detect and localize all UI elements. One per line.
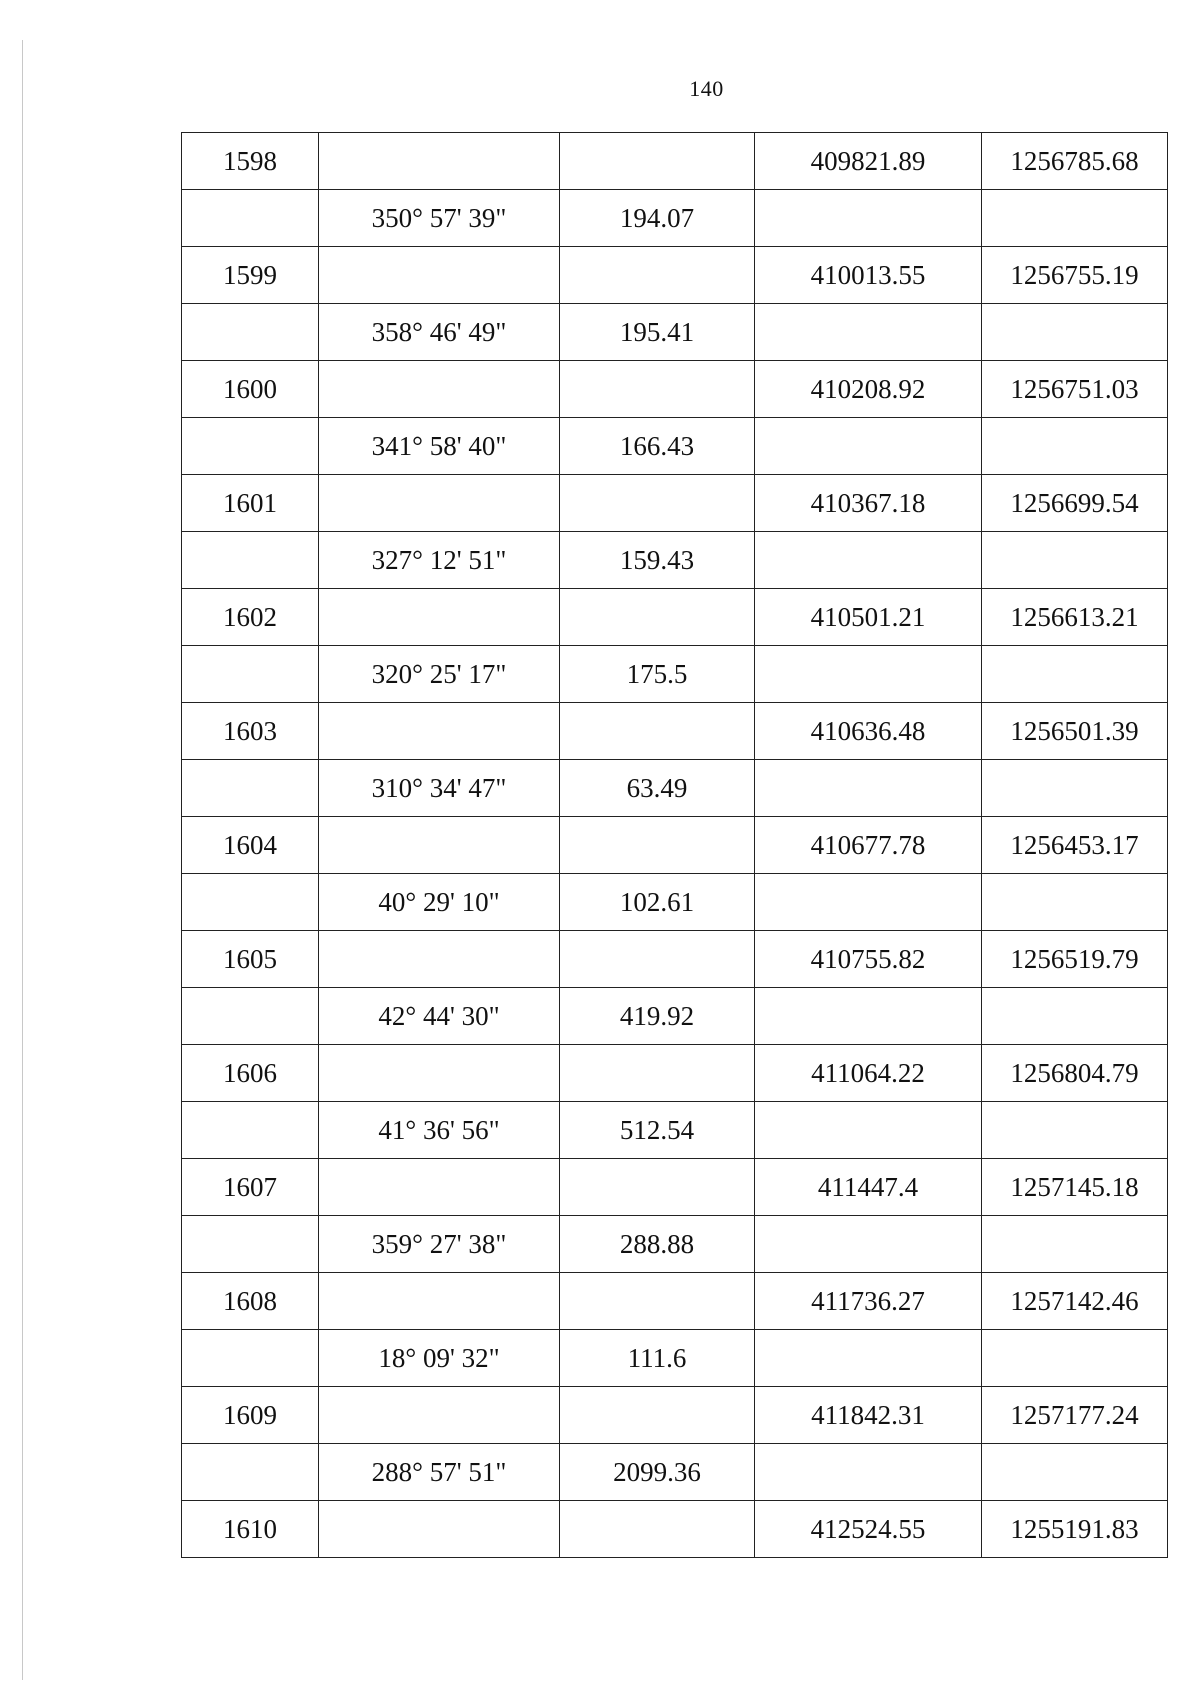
bearing-cell: 341° 58' 40" — [319, 418, 560, 475]
bearing-cell — [319, 589, 560, 646]
distance-cell — [560, 1501, 755, 1558]
northing-cell: 410208.92 — [755, 361, 982, 418]
northing-cell: 410501.21 — [755, 589, 982, 646]
bearing-cell: 358° 46' 49" — [319, 304, 560, 361]
bearing-cell: 42° 44' 30" — [319, 988, 560, 1045]
bearing-cell — [319, 703, 560, 760]
table-row — [182, 817, 1168, 874]
station-cell: 1607 — [182, 1159, 319, 1216]
easting-cell: 1256699.54 — [982, 475, 1168, 532]
table-row — [182, 133, 1168, 190]
station-cell — [182, 1216, 319, 1273]
bearing-cell: 350° 57' 39" — [319, 190, 560, 247]
easting-cell — [982, 532, 1168, 589]
distance-cell: 288.88 — [560, 1216, 755, 1273]
distance-cell — [560, 589, 755, 646]
table-row — [182, 646, 1168, 703]
distance-cell — [560, 475, 755, 532]
bearing-cell — [319, 1501, 560, 1558]
bearing-cell — [319, 475, 560, 532]
table-row — [182, 475, 1168, 532]
northing-cell — [755, 1330, 982, 1387]
station-cell — [182, 418, 319, 475]
station-cell — [182, 532, 319, 589]
northing-cell — [755, 988, 982, 1045]
station-cell: 1606 — [182, 1045, 319, 1102]
station-cell — [182, 190, 319, 247]
northing-cell — [755, 874, 982, 931]
easting-cell: 1256751.03 — [982, 361, 1168, 418]
station-cell: 1604 — [182, 817, 319, 874]
table-row — [182, 760, 1168, 817]
bearing-cell — [319, 247, 560, 304]
bearing-cell: 327° 12' 51" — [319, 532, 560, 589]
distance-cell: 102.61 — [560, 874, 755, 931]
table-row — [182, 532, 1168, 589]
northing-cell: 411447.4 — [755, 1159, 982, 1216]
bearing-cell: 320° 25' 17" — [319, 646, 560, 703]
northing-cell: 410755.82 — [755, 931, 982, 988]
northing-cell — [755, 304, 982, 361]
distance-cell: 195.41 — [560, 304, 755, 361]
northing-cell — [755, 418, 982, 475]
station-cell — [182, 988, 319, 1045]
bearing-cell — [319, 361, 560, 418]
station-cell — [182, 760, 319, 817]
station-cell: 1602 — [182, 589, 319, 646]
table-row — [182, 418, 1168, 475]
station-cell — [182, 1102, 319, 1159]
easting-cell: 1256785.68 — [982, 133, 1168, 190]
distance-cell: 512.54 — [560, 1102, 755, 1159]
distance-cell — [560, 1273, 755, 1330]
northing-cell: 410677.78 — [755, 817, 982, 874]
northing-cell — [755, 1444, 982, 1501]
distance-cell — [560, 361, 755, 418]
easting-cell: 1257142.46 — [982, 1273, 1168, 1330]
northing-cell: 411064.22 — [755, 1045, 982, 1102]
easting-cell: 1256501.39 — [982, 703, 1168, 760]
easting-cell — [982, 1444, 1168, 1501]
easting-cell: 1256519.79 — [982, 931, 1168, 988]
table-row — [182, 361, 1168, 418]
table-row — [182, 988, 1168, 1045]
station-cell: 1600 — [182, 361, 319, 418]
distance-cell — [560, 133, 755, 190]
bearing-cell: 40° 29' 10" — [319, 874, 560, 931]
station-cell — [182, 304, 319, 361]
bearing-cell: 288° 57' 51" — [319, 1444, 560, 1501]
northing-cell: 411736.27 — [755, 1273, 982, 1330]
table-row — [182, 1330, 1168, 1387]
table-row — [182, 1387, 1168, 1444]
northing-cell: 410013.55 — [755, 247, 982, 304]
easting-cell — [982, 190, 1168, 247]
easting-cell: 1256613.21 — [982, 589, 1168, 646]
distance-cell — [560, 703, 755, 760]
northing-cell: 411842.31 — [755, 1387, 982, 1444]
northing-cell — [755, 532, 982, 589]
bearing-cell: 18° 09' 32" — [319, 1330, 560, 1387]
bearing-cell: 41° 36' 56" — [319, 1102, 560, 1159]
scan-edge-line — [22, 40, 23, 1680]
easting-cell — [982, 874, 1168, 931]
bearing-cell — [319, 133, 560, 190]
northing-cell: 410636.48 — [755, 703, 982, 760]
table-row — [182, 1273, 1168, 1330]
station-cell — [182, 874, 319, 931]
station-cell: 1608 — [182, 1273, 319, 1330]
easting-cell — [982, 1216, 1168, 1273]
table-row — [182, 1501, 1168, 1558]
easting-cell — [982, 646, 1168, 703]
table-row — [182, 874, 1168, 931]
table-row — [182, 1102, 1168, 1159]
distance-cell: 194.07 — [560, 190, 755, 247]
distance-cell: 63.49 — [560, 760, 755, 817]
northing-cell — [755, 646, 982, 703]
bearing-cell — [319, 931, 560, 988]
coordinate-table — [181, 132, 1168, 1558]
distance-cell: 175.5 — [560, 646, 755, 703]
northing-cell — [755, 1216, 982, 1273]
table-row — [182, 1444, 1168, 1501]
table-row — [182, 1216, 1168, 1273]
station-cell: 1603 — [182, 703, 319, 760]
coordinate-table-body — [182, 133, 1168, 1558]
northing-cell: 412524.55 — [755, 1501, 982, 1558]
easting-cell — [982, 1330, 1168, 1387]
bearing-cell — [319, 1045, 560, 1102]
easting-cell — [982, 1102, 1168, 1159]
station-cell — [182, 1330, 319, 1387]
station-cell — [182, 646, 319, 703]
table-row — [182, 247, 1168, 304]
station-cell: 1605 — [182, 931, 319, 988]
distance-cell — [560, 817, 755, 874]
table-row — [182, 589, 1168, 646]
table-row — [182, 703, 1168, 760]
easting-cell: 1257145.18 — [982, 1159, 1168, 1216]
page-number: 140 — [689, 76, 724, 101]
station-cell — [182, 1444, 319, 1501]
bearing-cell — [319, 1387, 560, 1444]
table-row — [182, 190, 1168, 247]
distance-cell — [560, 247, 755, 304]
northing-cell — [755, 1102, 982, 1159]
northing-cell: 409821.89 — [755, 133, 982, 190]
easting-cell — [982, 304, 1168, 361]
northing-cell — [755, 190, 982, 247]
station-cell: 1610 — [182, 1501, 319, 1558]
easting-cell — [982, 760, 1168, 817]
easting-cell: 1256804.79 — [982, 1045, 1168, 1102]
station-cell: 1598 — [182, 133, 319, 190]
station-cell: 1609 — [182, 1387, 319, 1444]
bearing-cell — [319, 1159, 560, 1216]
bearing-cell — [319, 817, 560, 874]
distance-cell — [560, 1387, 755, 1444]
station-cell: 1599 — [182, 247, 319, 304]
easting-cell: 1256453.17 — [982, 817, 1168, 874]
bearing-cell: 310° 34' 47" — [319, 760, 560, 817]
bearing-cell: 359° 27' 38" — [319, 1216, 560, 1273]
distance-cell: 111.6 — [560, 1330, 755, 1387]
easting-cell: 1256755.19 — [982, 247, 1168, 304]
distance-cell: 2099.36 — [560, 1444, 755, 1501]
distance-cell — [560, 931, 755, 988]
distance-cell: 159.43 — [560, 532, 755, 589]
easting-cell — [982, 988, 1168, 1045]
table-row — [182, 931, 1168, 988]
table-row — [182, 1045, 1168, 1102]
distance-cell: 419.92 — [560, 988, 755, 1045]
easting-cell — [982, 418, 1168, 475]
northing-cell — [755, 760, 982, 817]
easting-cell: 1257177.24 — [982, 1387, 1168, 1444]
station-cell: 1601 — [182, 475, 319, 532]
distance-cell — [560, 1159, 755, 1216]
distance-cell — [560, 1045, 755, 1102]
northing-cell: 410367.18 — [755, 475, 982, 532]
bearing-cell — [319, 1273, 560, 1330]
table-row — [182, 1159, 1168, 1216]
table-row — [182, 304, 1168, 361]
easting-cell: 1255191.83 — [982, 1501, 1168, 1558]
distance-cell: 166.43 — [560, 418, 755, 475]
